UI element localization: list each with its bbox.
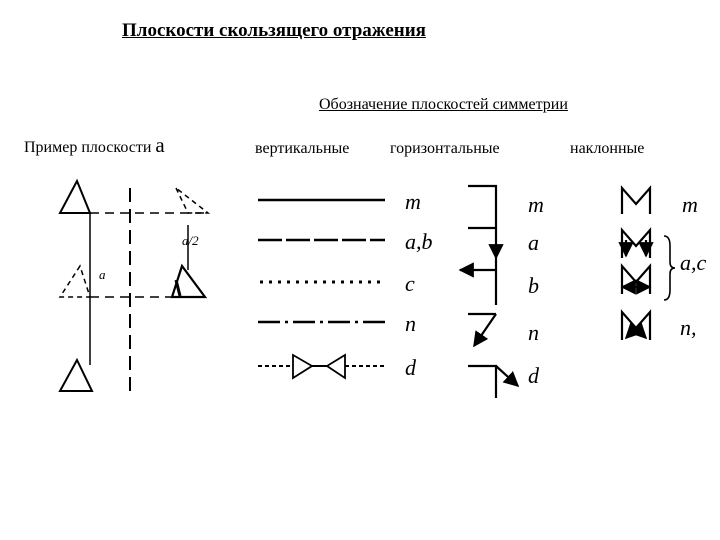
- column-header-horizontal: горизонтальные: [390, 140, 500, 157]
- inclined-c-symbol: [622, 266, 650, 294]
- horizontal-m-symbol: [468, 186, 496, 228]
- horizontal-label-a: a: [528, 230, 539, 255]
- inclined-brace: [664, 236, 675, 300]
- translation-a-label: a: [99, 267, 106, 282]
- vertical-label-d: d: [405, 355, 416, 380]
- horizontal-n-symbol: [468, 314, 496, 346]
- triangle-dashed-mid: [60, 266, 90, 297]
- column-header-inclined: наклонные: [570, 140, 645, 157]
- vertical-label-m: m: [405, 189, 421, 214]
- page-title: Плоскости скользящего отражения: [122, 20, 426, 41]
- vertical-symbols: [258, 200, 385, 378]
- triangle-solid-bottom: [60, 360, 92, 391]
- vertical-label-c: c: [405, 271, 415, 296]
- example-plane-letter: a: [155, 133, 165, 157]
- vertical-label-n: n: [405, 311, 416, 336]
- inclined-symbols: [622, 188, 675, 340]
- inclined-a-symbol: [622, 230, 650, 258]
- horizontal-label-d: d: [528, 363, 539, 388]
- symmetry-planes-subtitle: Обозначение плоскостей симметрии: [319, 96, 568, 113]
- half-translation-label: a/2: [182, 233, 199, 248]
- triangle-dashed-top: [176, 188, 208, 213]
- inclined-label-m: m: [682, 192, 698, 217]
- horizontal-symbols: [460, 186, 518, 398]
- vertical-d-line: [258, 355, 385, 378]
- horizontal-label-m: m: [528, 192, 544, 217]
- inclined-label-ac: a,c: [680, 250, 707, 275]
- inclined-labels: [680, 192, 707, 340]
- horizontal-b-symbol: [460, 258, 496, 305]
- inclined-m-symbol: [622, 188, 650, 214]
- column-header-vertical: вертикальные: [255, 140, 350, 157]
- horizontal-labels: [528, 192, 544, 388]
- horizontal-d-symbol: [468, 366, 518, 398]
- horizontal-label-b: b: [528, 273, 539, 298]
- horizontal-label-n: n: [528, 320, 539, 345]
- glide-plane-example: [60, 181, 208, 398]
- triangle-solid-top: [60, 181, 90, 213]
- inclined-n-symbol: [622, 312, 650, 340]
- vertical-labels: [405, 189, 433, 380]
- inclined-label-n: n,: [680, 315, 697, 340]
- horizontal-a-symbol: [468, 228, 496, 258]
- example-plane-text: Пример плоскости: [24, 139, 156, 156]
- vertical-label-ab: a,b: [405, 229, 433, 254]
